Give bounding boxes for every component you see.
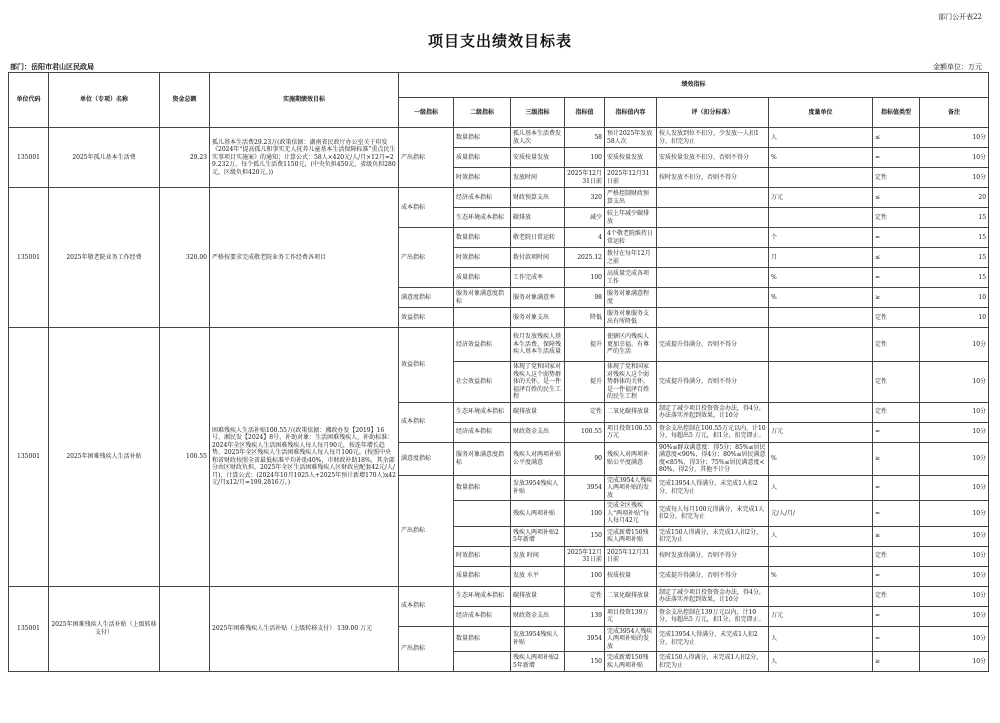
project-code-cell: 135001 [9, 188, 49, 328]
project-amount-cell: 320.00 [160, 188, 210, 328]
measure-cell: 人 [769, 475, 873, 501]
value-cell: 100 [565, 566, 605, 586]
note-cell: 10分 [920, 566, 989, 586]
content-cell: 拨付在每年12月之前 [605, 248, 657, 268]
project-name-cell: 2025年孤儿基本生活费 [49, 128, 160, 188]
level3-cell: 碳排放量 [511, 402, 565, 422]
level3-cell: 工作完成率 [511, 268, 565, 288]
header-measure: 度量单位 [769, 98, 873, 128]
level1-cell: 效益指标 [399, 308, 454, 328]
measure-cell [769, 168, 873, 188]
level2-cell: 时效指标 [454, 546, 511, 566]
project-code-cell: 135001 [9, 328, 49, 587]
content-cell: 预计2025年发放58人次 [605, 128, 657, 148]
value-cell: 98 [565, 288, 605, 308]
performance-table [8, 72, 989, 672]
content-cell: 服务对象满意程度 [605, 288, 657, 308]
vtype-cell: 定性 [873, 402, 920, 422]
level2-cell: 数量指标 [454, 128, 511, 148]
measure-cell [769, 208, 873, 228]
score-cell [657, 188, 769, 208]
measure-cell: 万元 [769, 188, 873, 208]
note-cell: 10 [920, 288, 989, 308]
content-cell: 体现了党和国家对残疾人这个弱势群体的关怀，是一件福泽百姓的民生工程 [605, 362, 657, 403]
level2-cell: 生态环境成本指标 [454, 208, 511, 228]
measure-cell: % [769, 148, 873, 168]
level2-cell: 质量指标 [454, 148, 511, 168]
score-cell [657, 268, 769, 288]
measure-cell: 人 [769, 128, 873, 148]
note-cell: 10 [920, 308, 989, 328]
amount-unit-label: 金额单位：万元 [933, 63, 982, 71]
value-cell: 4 [565, 228, 605, 248]
project-target-cell: 困难残疾人生活补贴100.55万(政策依据：湘政办发【2019】16号、湘民发【2024】8号，补助对象：生活困难残疾人，补助标准：2024年全区残疾人生活困难残疾人每人每月90元，按连年增长趋势，2025年全区残疾人生活困难残疾人每人每月100元。(按照中央和省财政按照全省最低标准平均补助40%，市财政补助18%，其余部分由区财政负担，2025年全区生活困难残疾人区财政应配套42元/人/月)，计算公式：(2024年10月1925人+2025年预计新增170人)x42元/月x12/月=199.2816万。) [210, 328, 399, 587]
content-cell: 按质按量 [605, 566, 657, 586]
level3-cell: 服务对象支出 [511, 308, 565, 328]
vtype-cell: = [873, 268, 920, 288]
value-cell: 2025年12月31日前 [565, 546, 605, 566]
content-cell: 2025年12月31日前 [605, 168, 657, 188]
score-cell: 完成13954人得满分，未完成1人扣2分，扣完为止 [657, 475, 769, 501]
vtype-cell: ≤ [873, 128, 920, 148]
level3-cell: 财政资金支出 [511, 422, 565, 442]
measure-cell [769, 328, 873, 362]
measure-cell: 万元 [769, 606, 873, 626]
note-cell: 15 [920, 248, 989, 268]
table-row [9, 188, 989, 208]
vtype-cell: ≥ [873, 442, 920, 475]
level2-cell: 质量指标 [454, 268, 511, 288]
vtype-cell: 定性 [873, 362, 920, 403]
content-cell: 高质量完成各项工作 [605, 268, 657, 288]
value-cell: 150 [565, 652, 605, 672]
note-cell: 10分 [920, 586, 989, 606]
measure-cell [769, 546, 873, 566]
vtype-cell: ≤ [873, 188, 920, 208]
department-label: 部门：岳阳市君山区民政局 [10, 62, 94, 71]
vtype-cell: 定性 [873, 586, 920, 606]
header-amount: 资金总额 [160, 73, 210, 128]
level3-cell: 残疾人两项补贴 [511, 501, 565, 527]
header-indicators: 绩效指标 [399, 73, 989, 98]
note-cell: 10分 [920, 402, 989, 422]
value-cell: 3954 [565, 475, 605, 501]
vtype-cell: ≥ [873, 526, 920, 546]
score-cell: 完成提升得满分，否则不得分 [657, 362, 769, 403]
value-cell: 2025年12月31日前 [565, 168, 605, 188]
level3-cell: 发放时间 [511, 168, 565, 188]
header-name: 单位（专项）名称 [49, 73, 160, 128]
content-cell: 完成全区残疾人“两项补贴”每人每月42元 [605, 501, 657, 527]
project-target-cell: 2025年困难残疾人生活补贴（上级转移支付） 139.00 万元 [210, 586, 399, 672]
value-cell: 定性 [565, 586, 605, 606]
content-cell: 完成新增150残疾人两项补贴 [605, 652, 657, 672]
score-cell [657, 288, 769, 308]
note-cell: 10分 [920, 526, 989, 546]
project-target-cell: 孤儿基本生活费29.23万(政策依据：湖南省民政厅办公室关于印发《2024年“提高孤儿和事实无人抚养儿童基本生活保障标准”重点民生实事项目实施案》的通知；计算公式：58人×420元/人/月×12月=29.232万，每个孤儿生活费1150元，(中央负担450元，省级负担280元，区级负担420元。)) [210, 128, 399, 188]
project-amount-cell: 29.23 [160, 128, 210, 188]
header-note: 备注 [920, 98, 989, 128]
content-cell: 二氧化碳排放量 [605, 586, 657, 606]
level2-cell [454, 526, 511, 546]
value-cell: 139 [565, 606, 605, 626]
note-cell: 10分 [920, 501, 989, 527]
measure-cell: 人 [769, 652, 873, 672]
note-cell: 10分 [920, 168, 989, 188]
score-cell: 完成提升得满分，否则不得分 [657, 328, 769, 362]
level1-cell: 成本指标 [399, 402, 454, 442]
level2-cell: 服务对象满意度指标 [454, 288, 511, 308]
table-row [9, 328, 989, 362]
content-cell: 4个敬老院维持日常运转 [605, 228, 657, 248]
vtype-cell: = [873, 228, 920, 248]
measure-cell: 人 [769, 526, 873, 546]
header-content: 指标值内容 [605, 98, 657, 128]
note-cell: 10分 [920, 422, 989, 442]
value-cell: 100 [565, 501, 605, 527]
note-cell: 10分 [920, 606, 989, 626]
content-cell: 二氧化碳排放量 [605, 402, 657, 422]
level3-cell: 敬老院日常运转 [511, 228, 565, 248]
level3-cell: 财政预算支出 [511, 188, 565, 208]
note-cell: 10分 [920, 148, 989, 168]
vtype-cell: ≥ [873, 288, 920, 308]
project-code-cell: 135001 [9, 128, 49, 188]
vtype-cell: = [873, 475, 920, 501]
value-cell: 100 [565, 268, 605, 288]
content-cell: 2025年12月31日前 [605, 546, 657, 566]
level3-cell: 服务对象满意率 [511, 288, 565, 308]
score-cell: 完成提升得满分，否则不得分 [657, 566, 769, 586]
content-cell: 残疾人对两项补贴公平度满意 [605, 442, 657, 475]
value-cell: 降低 [565, 308, 605, 328]
table-row [9, 586, 989, 606]
level3-cell: 残疾人两项补贴25年新增 [511, 652, 565, 672]
level3-cell: 体现了党和国家对残疾人这个弱势群体的关怀，是一件福泽百姓的民生工程 [511, 362, 565, 403]
content-cell: 使辖区内残疾人更加幸福、有尊严的生活 [605, 328, 657, 362]
value-cell: 减少 [565, 208, 605, 228]
vtype-cell: 定性 [873, 328, 920, 362]
measure-cell: % [769, 288, 873, 308]
level3-cell: 发放 时间 [511, 546, 565, 566]
note-cell: 10分 [920, 128, 989, 148]
vtype-cell: = [873, 422, 920, 442]
project-name-cell: 2025年敬老院业务工作经费 [49, 188, 160, 328]
table-row [9, 128, 989, 148]
note-cell: 10分 [920, 442, 989, 475]
level1-cell: 效益指标 [399, 328, 454, 403]
header-level2: 二级指标 [454, 98, 511, 128]
content-cell: 完成3954人残疾人两项补贴的发放 [605, 475, 657, 501]
measure-cell [769, 362, 873, 403]
note-cell: 10分 [920, 328, 989, 362]
score-cell: 按人发放到位不扣分，少发放一人扣1分，扣完为止 [657, 128, 769, 148]
project-code-cell: 135001 [9, 586, 49, 672]
level2-cell: 时效指标 [454, 168, 511, 188]
value-cell: 2025.12 [565, 248, 605, 268]
level1-cell: 产出指标 [399, 626, 454, 672]
level3-cell: 安质按量发放 [511, 148, 565, 168]
level2-cell: 数量指标 [454, 228, 511, 248]
vtype-cell: 定性 [873, 208, 920, 228]
table-body [9, 128, 989, 672]
level2-cell [454, 501, 511, 527]
content-cell: 较上年减少碳排放 [605, 208, 657, 228]
measure-cell: % [769, 442, 873, 475]
note-cell: 15 [920, 208, 989, 228]
content-cell: 严格控制财政预算支出 [605, 188, 657, 208]
content-cell: 项目投资139万元 [605, 606, 657, 626]
level2-cell: 社会效益指标 [454, 362, 511, 403]
header-level3: 三级指标 [511, 98, 565, 128]
score-cell: 按时发放不扣分，否则不得分 [657, 168, 769, 188]
project-target-cell: 严格按要求完成敬老院业务工作经费各项目 [210, 188, 399, 328]
level3-cell: 发放3954残疾人补贴 [511, 626, 565, 652]
score-cell: 制定了减少项目投资资金办法，得4分，办法落实并起到效果，计10分 [657, 586, 769, 606]
header-vtype: 指标值类型 [873, 98, 920, 128]
level2-cell: 时效指标 [454, 248, 511, 268]
value-cell: 100 [565, 148, 605, 168]
header-value: 指标值 [565, 98, 605, 128]
value-cell: 90 [565, 442, 605, 475]
vtype-cell: = [873, 626, 920, 652]
level1-cell: 产出指标 [399, 475, 454, 586]
note-cell: 10分 [920, 546, 989, 566]
level2-cell: 质量指标 [454, 566, 511, 586]
level1-cell: 产出指标 [399, 228, 454, 288]
content-cell: 项目投资100.55万元 [605, 422, 657, 442]
score-cell: 完成150人得满分，未完成1人扣2分，扣完为止 [657, 652, 769, 672]
measure-cell: % [769, 566, 873, 586]
level2-cell: 数量指标 [454, 626, 511, 652]
score-cell: 按时发放得满分，否则不得分 [657, 546, 769, 566]
measure-cell: 万元 [769, 422, 873, 442]
page-title: 项目支出绩效目标表 [427, 32, 572, 50]
project-name-cell: 2025年困难残疾人生活补贴 [49, 328, 160, 587]
score-cell: 完成每人每月100元得满分，未完成1人扣2分，扣完为止 [657, 501, 769, 527]
note-cell: 10分 [920, 362, 989, 403]
header-code: 单位代码 [9, 73, 49, 128]
value-cell: 3954 [565, 626, 605, 652]
level2-cell: 生态环境成本指标 [454, 402, 511, 422]
score-cell: 完成13954人得满分，未完成1人扣2分，扣完为止 [657, 626, 769, 652]
vtype-cell: = [873, 501, 920, 527]
project-amount-cell: 100.55 [160, 328, 210, 587]
level2-cell: 经济效益指标 [454, 328, 511, 362]
content-cell: 安质按量发放 [605, 148, 657, 168]
note-cell: 20 [920, 188, 989, 208]
score-cell [657, 228, 769, 248]
content-cell: 服务对象服务支出有所降低 [605, 308, 657, 328]
level3-cell: 碳排放 [511, 208, 565, 228]
score-cell [657, 308, 769, 328]
level2-cell: 经济成本指标 [454, 422, 511, 442]
level3-cell: 发放 水平 [511, 566, 565, 586]
measure-cell: % [769, 268, 873, 288]
score-cell [657, 208, 769, 228]
measure-cell [769, 586, 873, 606]
project-name-cell: 2025年困难残疾人生活补贴（上级转移支付） [49, 586, 160, 672]
level2-cell: 经济成本指标 [454, 188, 511, 208]
note-cell: 10分 [920, 652, 989, 672]
level3-cell: 拨付款项时间 [511, 248, 565, 268]
level1-cell: 成本指标 [399, 188, 454, 228]
vtype-cell: = [873, 566, 920, 586]
level3-cell: 按月发放残疾人基本生活费，保障残疾人基本生活质量 [511, 328, 565, 362]
header-score: 评（扣分标准） [657, 98, 769, 128]
level3-cell: 残疾人两项补贴25年新增 [511, 526, 565, 546]
value-cell: 58 [565, 128, 605, 148]
content-cell: 完成3954人残疾人两项补贴的发放 [605, 626, 657, 652]
vtype-cell: = [873, 606, 920, 626]
note-cell: 10分 [920, 475, 989, 501]
level1-cell: 成本指标 [399, 586, 454, 626]
measure-cell: 人 [769, 626, 873, 652]
level2-cell [454, 652, 511, 672]
vtype-cell: 定性 [873, 308, 920, 328]
score-cell: 资金支出控制在100.55万元以内，计10分，每超出5 万元，扣1分，扣完即止。 [657, 422, 769, 442]
level3-cell: 残疾人对两项补贴公平度满意 [511, 442, 565, 475]
measure-cell [769, 308, 873, 328]
level2-cell: 经济成本指标 [454, 606, 511, 626]
measure-cell: 个 [769, 228, 873, 248]
vtype-cell: ≤ [873, 248, 920, 268]
level3-cell: 发放3954残疾人补贴 [511, 475, 565, 501]
score-cell: 资金支出控制在139万元以内，计10分，每超出5 万元，扣1分，扣完即止。 [657, 606, 769, 626]
level1-cell: 产出指标 [399, 128, 454, 188]
header-target: 实施期绩效目标 [210, 73, 399, 128]
level3-cell: 孤儿基本生活费发放人次 [511, 128, 565, 148]
header-level1: 一级指标 [399, 98, 454, 128]
vtype-cell: 定性 [873, 546, 920, 566]
value-cell: 定性 [565, 402, 605, 422]
level2-cell: 服务对象满意度指标 [454, 442, 511, 475]
vtype-cell: ≥ [873, 652, 920, 672]
note-cell: 15 [920, 268, 989, 288]
vtype-cell: = [873, 148, 920, 168]
page-number: 部门公开表22 [938, 13, 982, 21]
score-cell: 安质按量发放不扣分，否则不得分 [657, 148, 769, 168]
measure-cell: 月 [769, 248, 873, 268]
project-amount-cell [160, 586, 210, 672]
level3-cell: 财政资金支出 [511, 606, 565, 626]
level1-cell: 满意度指标 [399, 288, 454, 308]
value-cell: 提升 [565, 328, 605, 362]
level1-cell: 满意度指标 [399, 442, 454, 475]
value-cell: 150 [565, 526, 605, 546]
vtype-cell: 定性 [873, 168, 920, 188]
measure-cell [769, 402, 873, 422]
score-cell [657, 248, 769, 268]
value-cell: 100.55 [565, 422, 605, 442]
content-cell: 完成新增150残疾人两项补贴 [605, 526, 657, 546]
score-cell: 完成150人得满分，未完成1人扣2分，扣完为止 [657, 526, 769, 546]
level2-cell: 数量指标 [454, 475, 511, 501]
value-cell: 提升 [565, 362, 605, 403]
note-cell: 10分 [920, 626, 989, 652]
level2-cell [454, 308, 511, 328]
note-cell: 15 [920, 228, 989, 248]
score-cell: 制定了减少项目投资资金办法，得4分，办法落实并起到效果，计10分 [657, 402, 769, 422]
measure-cell: 元/人/月/ [769, 501, 873, 527]
value-cell: 320 [565, 188, 605, 208]
score-cell: 90%≤群众满意度：得5分；85%≤居民满意度<90%，得4分；80%≤居民满意度<85%，得3分；75%≤居民满意度<80%，得2分，其他不计分 [657, 442, 769, 475]
level2-cell: 生态环境成本指标 [454, 586, 511, 606]
level3-cell: 碳排放量 [511, 586, 565, 606]
